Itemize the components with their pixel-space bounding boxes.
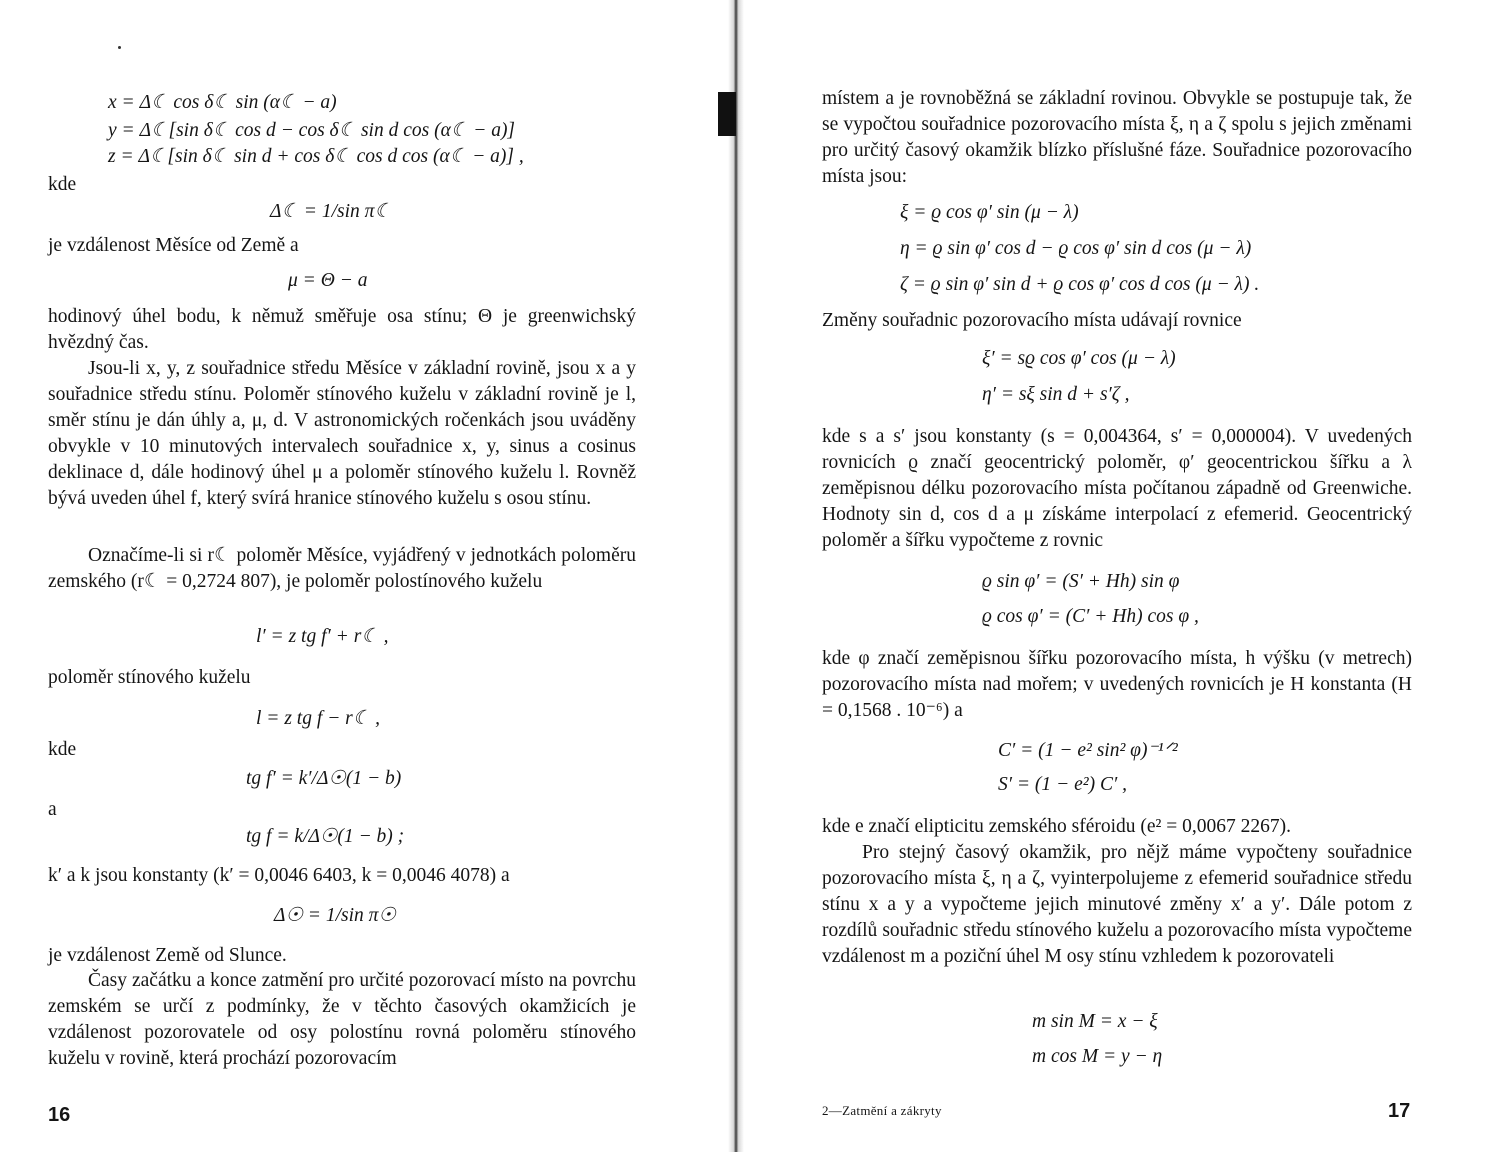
text-line: kde e značí elipticitu zemského sféroidu (e² = 0,0067 2267). bbox=[822, 816, 1291, 837]
equation-y: y = Δ☾[sin δ☾ cos d − cos δ☾ sin d cos (α☾ − a)] bbox=[108, 120, 516, 141]
paragraph: Označíme-li si r☾ poloměr Měsíce, vyjádřený v jednotkách poloměru zemského (r☾ = 0,2724 807), je poloměr polostínového kuželu bbox=[48, 545, 636, 592]
paragraph: hodinový úhel bodu, k němuž směřuje osa stínu; Θ je greenwichský hvězdný čas. bbox=[48, 306, 636, 353]
text-line: je vzdálenost Země od Slunce. bbox=[48, 945, 287, 966]
equation-geo-sin: ϱ sin φ′ = (S′ + Hh) sin φ bbox=[982, 571, 1180, 592]
equation-m-sin: m sin M = x − ξ bbox=[1032, 1011, 1158, 1032]
equation-delta-moon: Δ☾ = 1/sin π☾ bbox=[270, 201, 392, 222]
page-number: 17 bbox=[1388, 1100, 1411, 1122]
equation-tgf-prime: tg f′ = k′/Δ☉(1 − b) bbox=[246, 768, 402, 789]
equation-z: z = Δ☾[sin δ☾ sin d + cos δ☾ cos d cos (α☾ − a)] , bbox=[108, 146, 524, 167]
equation-mu: μ = Θ − a bbox=[288, 270, 368, 291]
equation-c-prime: C′ = (1 − e² sin² φ)⁻¹ᐟ² bbox=[998, 740, 1178, 761]
equation-s-prime: S′ = (1 − e²) C′ , bbox=[998, 774, 1127, 795]
equation-l-prime: l′ = z tg f′ + r☾ , bbox=[256, 626, 389, 647]
thumb-index-mark bbox=[718, 92, 736, 136]
equation-delta-sun: Δ☉ = 1/sin π☉ bbox=[274, 905, 396, 926]
paragraph: místem a je rovnoběžná se základní rovinou. Obvykle se postupuje tak, že se vypočtou souřadnice pozorovacího místa ξ, η a ζ spolu s jejich změnami pro určitý časový okamžik blízko příslušné fáze. Souřadnice pozorovacího místa jsou: bbox=[822, 88, 1412, 187]
a-label: a bbox=[48, 799, 57, 820]
equation-xi-prime: ξ′ = sϱ cos φ′ cos (μ − λ) bbox=[982, 348, 1176, 369]
page-number: 16 bbox=[48, 1104, 71, 1126]
right-page bbox=[822, 0, 1412, 1152]
paragraph: kde φ značí zeměpisnou šířku pozorovacího místa, h výšku (v metrech) pozorovacího místa nad mořem; v uvedených rovnicích je H konstanta (H = 0,1568 . 10⁻⁶) a bbox=[822, 648, 1412, 721]
kde-label: kde bbox=[48, 174, 77, 195]
text-line: Změny souřadnic pozorovacího místa udávají rovnice bbox=[822, 310, 1242, 331]
text-line: poloměr stínového kuželu bbox=[48, 667, 251, 688]
kde-label: kde bbox=[48, 739, 77, 760]
left-page bbox=[48, 0, 636, 1152]
paragraph: Časy začátku a konce zatmění pro určité pozorovací místo na povrchu zemském se určí z podmínky, že v těchto časových okamžicích je vzdálenost pozorovatele od osy polostínu rovná poloměru stínového kuželu v rovině, která prochází pozorovacím bbox=[48, 970, 636, 1069]
equation-eta-prime: η′ = sξ sin d + s′ζ , bbox=[982, 384, 1130, 405]
equation-xi: ξ = ϱ cos φ′ sin (μ − λ) bbox=[900, 202, 1079, 223]
footer-signature: 2—Zatmění a zákryty bbox=[822, 1103, 942, 1118]
equation-l: l = z tg f − r☾ , bbox=[256, 708, 380, 729]
paragraph: kde s a s′ jsou konstanty (s = 0,004364, s′ = 0,000004). V uvedených rovnicích ϱ značí geocentrický poloměr, φ′ geocentrickou šířku a λ zeměpisnou délku pozorovacího místa počítanou západně od Greenwiche. Hodnoty sin d, cos d a μ získáme interpolací z efemerid. Geocentrický poloměr a šířku vypočteme z rovnic bbox=[822, 426, 1412, 551]
text-line: k′ a k jsou konstanty (k′ = 0,0046 6403, k = 0,0046 4078) a bbox=[48, 865, 510, 886]
paragraph: Pro stejný časový okamžik, pro nějž máme vypočteny souřadnice pozorovacího místa ξ, η a ζ, vyinterpolujeme z efemerid souřadnice středu stínu x a y a vypočteme jejich minutové změny x′ a y′. Dále potom z rozdílů souřadnic středu stínového kuželu a pozorovacího místa vypočteme vzdálenost m a poziční úhel M osy stínu vzhledem k pozorovateli bbox=[822, 842, 1412, 967]
text-line: je vzdálenost Měsíce od Země a bbox=[48, 235, 299, 256]
equation-eta: η = ϱ sin φ′ cos d − ϱ cos φ′ sin d cos (μ − λ) bbox=[900, 238, 1252, 259]
paragraph: Jsou-li x, y, z souřadnice středu Měsíce v základní rovině, jsou x a y souřadnice středu stínu. Poloměr stínového kuželu v základní rovině je l, směr stínu je dán úhly a, μ, d. V astronomických ročenkách jsou uváděny obvykle v 10 minutových intervalech souřadnice x, y, sinus a cosinus deklinace d, dále hodinový úhel μ a poloměr stínového kuželu l. Rovněž bývá uveden úhel f, který svírá hranice stínového kuželu s osou stínu. bbox=[48, 358, 636, 509]
equation-zeta: ζ = ϱ sin φ′ sin d + ϱ cos φ′ cos d cos (μ − λ) . bbox=[900, 274, 1260, 295]
equation-geo-cos: ϱ cos φ′ = (C′ + Hh) cos φ , bbox=[982, 606, 1199, 627]
equation-tgf: tg f = k/Δ☉(1 − b) ; bbox=[246, 826, 405, 847]
equation-x: x = Δ☾ cos δ☾ sin (α☾ − a) bbox=[108, 92, 337, 113]
equation-m-cos: m cos M = y − η bbox=[1032, 1046, 1163, 1067]
book-gutter bbox=[728, 0, 744, 1152]
